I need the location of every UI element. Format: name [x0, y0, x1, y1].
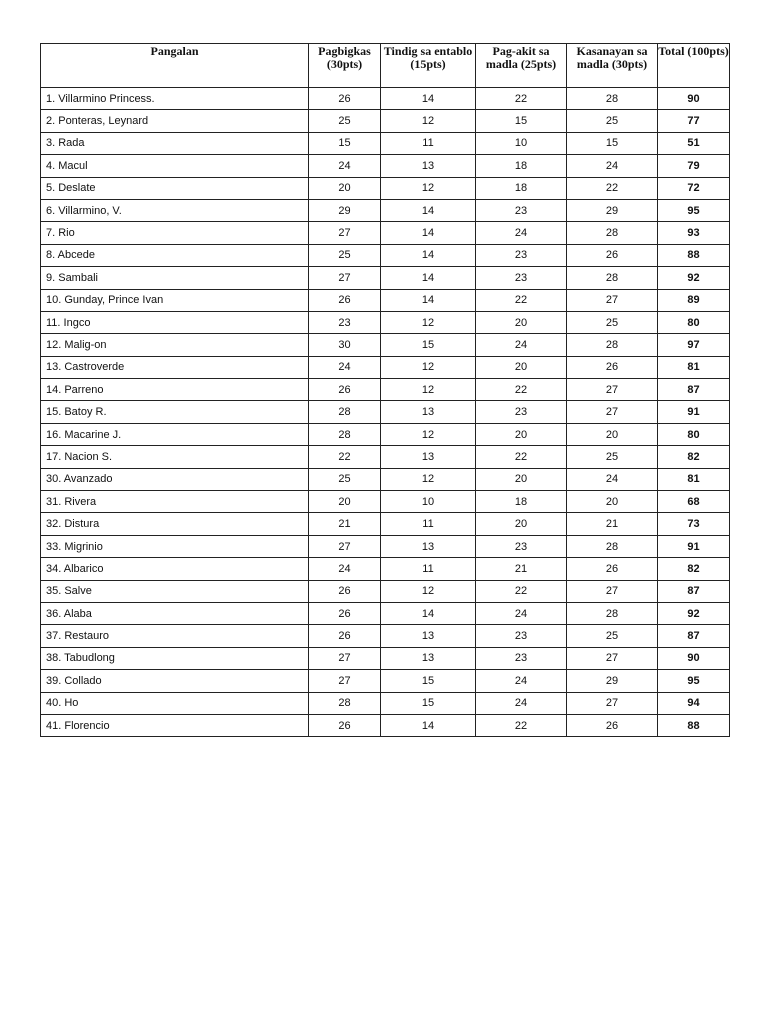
cell-name: 7. Rio: [41, 222, 309, 244]
cell-pag-akit: 22: [476, 289, 567, 311]
cell-kasanayan: 27: [567, 692, 658, 714]
cell-tindig: 12: [381, 311, 476, 333]
table-row: [41, 580, 730, 602]
cell-total: 68: [658, 491, 730, 513]
cell-total: 77: [658, 110, 730, 132]
cell-pag-akit: 23: [476, 244, 567, 266]
cell-pag-akit: 22: [476, 88, 567, 110]
cell-tindig: 14: [381, 267, 476, 289]
cell-total: 81: [658, 468, 730, 490]
cell-pag-akit: 24: [476, 222, 567, 244]
cell-name: 40. Ho: [41, 692, 309, 714]
cell-total: 89: [658, 289, 730, 311]
cell-pagbigkas: 26: [309, 289, 381, 311]
cell-kasanayan: 28: [567, 222, 658, 244]
cell-total: 87: [658, 625, 730, 647]
cell-name: 13. Castroverde: [41, 356, 309, 378]
cell-total: 90: [658, 88, 730, 110]
cell-pag-akit: 20: [476, 311, 567, 333]
table-row: [41, 647, 730, 669]
cell-total: 92: [658, 267, 730, 289]
cell-tindig: 14: [381, 602, 476, 624]
cell-total: 51: [658, 132, 730, 154]
cell-tindig: 15: [381, 670, 476, 692]
cell-tindig: 14: [381, 289, 476, 311]
score-table: [40, 43, 730, 737]
cell-total: 82: [658, 558, 730, 580]
cell-tindig: 12: [381, 468, 476, 490]
cell-pag-akit: 21: [476, 558, 567, 580]
table-row: [41, 356, 730, 378]
cell-pag-akit: 24: [476, 602, 567, 624]
cell-name: 14. Parreno: [41, 379, 309, 401]
cell-kasanayan: 27: [567, 289, 658, 311]
cell-kasanayan: 27: [567, 379, 658, 401]
cell-total: 81: [658, 356, 730, 378]
cell-kasanayan: 20: [567, 491, 658, 513]
cell-total: 88: [658, 244, 730, 266]
cell-name: 6. Villarmino, V.: [41, 199, 309, 221]
cell-pagbigkas: 26: [309, 602, 381, 624]
cell-pagbigkas: 26: [309, 379, 381, 401]
cell-tindig: 13: [381, 625, 476, 647]
cell-tindig: 11: [381, 558, 476, 580]
table-row: [41, 602, 730, 624]
header-pag-akit: Pag-akit sa madla (25pts): [476, 44, 567, 88]
cell-tindig: 14: [381, 244, 476, 266]
table-row: [41, 446, 730, 468]
header-kasanayan: Kasanayan sa madla (30pts): [567, 44, 658, 88]
cell-kasanayan: 27: [567, 401, 658, 423]
cell-pag-akit: 20: [476, 356, 567, 378]
cell-pagbigkas: 27: [309, 535, 381, 557]
cell-pagbigkas: 26: [309, 88, 381, 110]
cell-pagbigkas: 28: [309, 423, 381, 445]
cell-tindig: 13: [381, 155, 476, 177]
cell-tindig: 12: [381, 379, 476, 401]
cell-pag-akit: 20: [476, 468, 567, 490]
cell-kasanayan: 25: [567, 625, 658, 647]
cell-name: 30. Avanzado: [41, 468, 309, 490]
cell-pag-akit: 23: [476, 647, 567, 669]
cell-tindig: 11: [381, 513, 476, 535]
cell-pag-akit: 24: [476, 670, 567, 692]
cell-pagbigkas: 27: [309, 267, 381, 289]
table-row: [41, 468, 730, 490]
cell-total: 87: [658, 379, 730, 401]
table-row: [41, 423, 730, 445]
table-row: [41, 289, 730, 311]
table-row: [41, 267, 730, 289]
table-row: [41, 491, 730, 513]
cell-name: 36. Alaba: [41, 602, 309, 624]
cell-total: 90: [658, 647, 730, 669]
table-row: [41, 199, 730, 221]
cell-kasanayan: 27: [567, 647, 658, 669]
cell-kasanayan: 26: [567, 558, 658, 580]
cell-pagbigkas: 25: [309, 468, 381, 490]
cell-total: 91: [658, 401, 730, 423]
cell-pag-akit: 18: [476, 177, 567, 199]
cell-pagbigkas: 29: [309, 199, 381, 221]
cell-total: 82: [658, 446, 730, 468]
cell-kasanayan: 28: [567, 535, 658, 557]
table-row: [41, 379, 730, 401]
cell-tindig: 11: [381, 132, 476, 154]
header-pagbigkas: Pagbigkas (30pts): [309, 44, 381, 88]
table-row: [41, 155, 730, 177]
cell-kasanayan: 24: [567, 468, 658, 490]
cell-total: 79: [658, 155, 730, 177]
table-row: [41, 334, 730, 356]
cell-tindig: 14: [381, 199, 476, 221]
cell-pagbigkas: 20: [309, 177, 381, 199]
cell-pag-akit: 24: [476, 334, 567, 356]
cell-tindig: 15: [381, 692, 476, 714]
cell-kasanayan: 28: [567, 334, 658, 356]
table-row: [41, 177, 730, 199]
cell-pag-akit: 18: [476, 155, 567, 177]
cell-pag-akit: 23: [476, 199, 567, 221]
cell-total: 95: [658, 199, 730, 221]
cell-name: 41. Florencio: [41, 714, 309, 736]
cell-name: 37. Restauro: [41, 625, 309, 647]
cell-pag-akit: 24: [476, 692, 567, 714]
cell-pagbigkas: 30: [309, 334, 381, 356]
cell-kasanayan: 28: [567, 267, 658, 289]
cell-total: 94: [658, 692, 730, 714]
cell-name: 32. Distura: [41, 513, 309, 535]
cell-pagbigkas: 27: [309, 222, 381, 244]
cell-pagbigkas: 21: [309, 513, 381, 535]
cell-name: 35. Salve: [41, 580, 309, 602]
cell-tindig: 13: [381, 535, 476, 557]
cell-kasanayan: 28: [567, 88, 658, 110]
cell-kasanayan: 26: [567, 356, 658, 378]
cell-pag-akit: 20: [476, 423, 567, 445]
header-row: [41, 44, 730, 88]
cell-total: 72: [658, 177, 730, 199]
cell-name: 1. Villarmino Princess.: [41, 88, 309, 110]
cell-pagbigkas: 24: [309, 356, 381, 378]
cell-pagbigkas: 24: [309, 155, 381, 177]
cell-pagbigkas: 26: [309, 625, 381, 647]
cell-total: 91: [658, 535, 730, 557]
cell-name: 12. Malig-on: [41, 334, 309, 356]
cell-tindig: 13: [381, 446, 476, 468]
cell-total: 97: [658, 334, 730, 356]
cell-pagbigkas: 27: [309, 647, 381, 669]
cell-tindig: 14: [381, 88, 476, 110]
table-row: [41, 535, 730, 557]
cell-pagbigkas: 25: [309, 110, 381, 132]
cell-pagbigkas: 24: [309, 558, 381, 580]
cell-name: 2. Ponteras, Leynard: [41, 110, 309, 132]
cell-total: 92: [658, 602, 730, 624]
cell-tindig: 14: [381, 714, 476, 736]
cell-pag-akit: 22: [476, 379, 567, 401]
cell-name: 31. Rivera: [41, 491, 309, 513]
cell-kasanayan: 21: [567, 513, 658, 535]
cell-tindig: 10: [381, 491, 476, 513]
cell-kasanayan: 25: [567, 446, 658, 468]
cell-pagbigkas: 26: [309, 714, 381, 736]
cell-tindig: 13: [381, 401, 476, 423]
cell-name: 33. Migrinio: [41, 535, 309, 557]
cell-name: 38. Tabudlong: [41, 647, 309, 669]
cell-pag-akit: 10: [476, 132, 567, 154]
cell-name: 3. Rada: [41, 132, 309, 154]
cell-pagbigkas: 28: [309, 692, 381, 714]
cell-pagbigkas: 28: [309, 401, 381, 423]
table-row: [41, 625, 730, 647]
cell-kasanayan: 27: [567, 580, 658, 602]
table-row: [41, 110, 730, 132]
table-row: [41, 222, 730, 244]
cell-name: 17. Nacion S.: [41, 446, 309, 468]
header-tindig: Tindig sa entablo (15pts): [381, 44, 476, 88]
table-row: [41, 513, 730, 535]
cell-total: 80: [658, 311, 730, 333]
cell-pag-akit: 22: [476, 580, 567, 602]
cell-total: 93: [658, 222, 730, 244]
cell-tindig: 12: [381, 580, 476, 602]
table-row: [41, 132, 730, 154]
score-table-body: [41, 88, 730, 737]
cell-pagbigkas: 25: [309, 244, 381, 266]
cell-tindig: 12: [381, 423, 476, 445]
cell-pag-akit: 20: [476, 513, 567, 535]
cell-total: 87: [658, 580, 730, 602]
cell-name: 11. Ingco: [41, 311, 309, 333]
cell-name: 4. Macul: [41, 155, 309, 177]
cell-name: 9. Sambali: [41, 267, 309, 289]
cell-pag-akit: 23: [476, 535, 567, 557]
cell-tindig: 13: [381, 647, 476, 669]
cell-tindig: 15: [381, 334, 476, 356]
cell-pagbigkas: 22: [309, 446, 381, 468]
cell-pag-akit: 23: [476, 401, 567, 423]
cell-kasanayan: 25: [567, 110, 658, 132]
header-name: Pangalan: [41, 44, 309, 88]
cell-kasanayan: 29: [567, 670, 658, 692]
cell-tindig: 12: [381, 356, 476, 378]
table-row: [41, 558, 730, 580]
cell-pag-akit: 22: [476, 714, 567, 736]
cell-pagbigkas: 15: [309, 132, 381, 154]
cell-pagbigkas: 27: [309, 670, 381, 692]
table-row: [41, 692, 730, 714]
cell-total: 95: [658, 670, 730, 692]
cell-pagbigkas: 20: [309, 491, 381, 513]
cell-total: 88: [658, 714, 730, 736]
table-row: [41, 714, 730, 736]
table-row: [41, 670, 730, 692]
cell-kasanayan: 28: [567, 602, 658, 624]
cell-name: 15. Batoy R.: [41, 401, 309, 423]
table-row: [41, 311, 730, 333]
cell-pag-akit: 15: [476, 110, 567, 132]
cell-pag-akit: 18: [476, 491, 567, 513]
cell-kasanayan: 26: [567, 244, 658, 266]
cell-name: 16. Macarine J.: [41, 423, 309, 445]
cell-name: 5. Deslate: [41, 177, 309, 199]
cell-kasanayan: 15: [567, 132, 658, 154]
cell-kasanayan: 22: [567, 177, 658, 199]
cell-name: 8. Abcede: [41, 244, 309, 266]
table-row: [41, 401, 730, 423]
cell-tindig: 12: [381, 110, 476, 132]
cell-kasanayan: 29: [567, 199, 658, 221]
table-row: [41, 88, 730, 110]
cell-pagbigkas: 26: [309, 580, 381, 602]
cell-pagbigkas: 23: [309, 311, 381, 333]
cell-name: 10. Gunday, Prince Ivan: [41, 289, 309, 311]
cell-kasanayan: 25: [567, 311, 658, 333]
cell-tindig: 12: [381, 177, 476, 199]
cell-pag-akit: 22: [476, 446, 567, 468]
cell-name: 39. Collado: [41, 670, 309, 692]
cell-kasanayan: 24: [567, 155, 658, 177]
cell-tindig: 14: [381, 222, 476, 244]
cell-kasanayan: 26: [567, 714, 658, 736]
table-row: [41, 244, 730, 266]
cell-total: 73: [658, 513, 730, 535]
cell-total: 80: [658, 423, 730, 445]
header-total: Total (100pts): [658, 44, 730, 88]
cell-kasanayan: 20: [567, 423, 658, 445]
cell-pag-akit: 23: [476, 267, 567, 289]
cell-pag-akit: 23: [476, 625, 567, 647]
cell-name: 34. Albarico: [41, 558, 309, 580]
